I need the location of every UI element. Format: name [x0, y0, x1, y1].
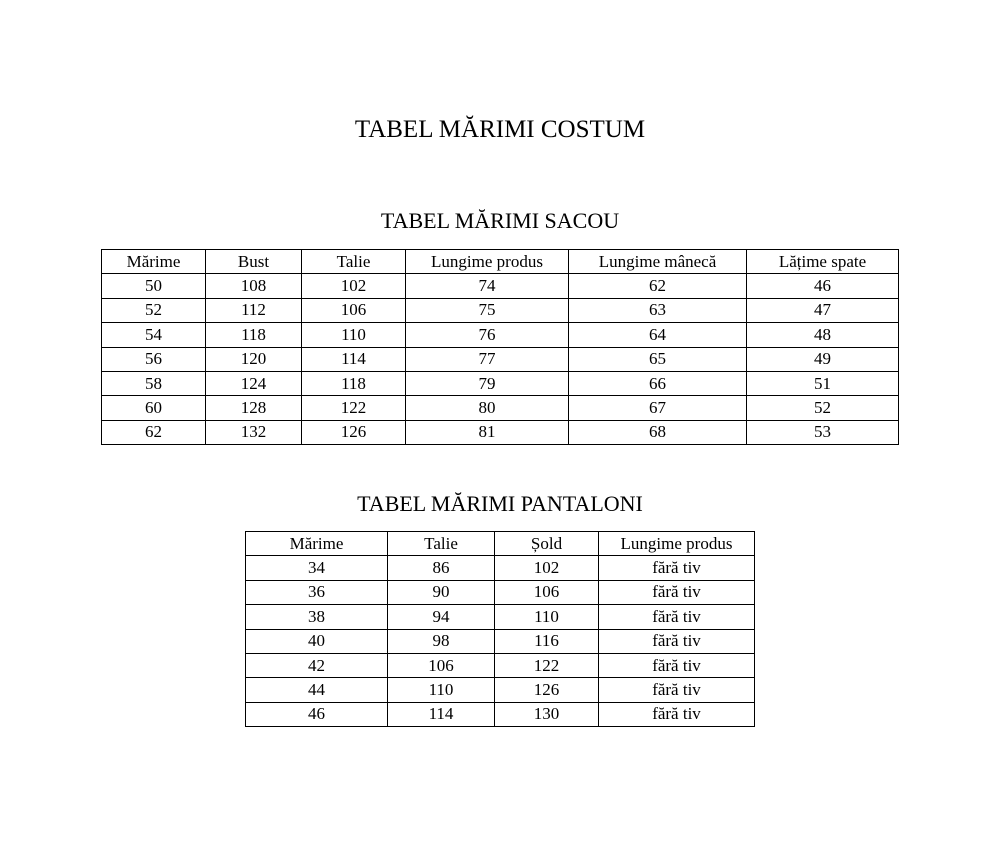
table-row	[246, 653, 755, 677]
table-row	[102, 323, 899, 347]
table-row	[246, 580, 755, 604]
table-cell: 40	[246, 629, 388, 653]
table-cell: 112	[206, 298, 302, 322]
table-cell: 50	[102, 274, 206, 298]
table-cell: 110	[388, 678, 495, 702]
table-cell: 34	[246, 556, 388, 580]
table-cell: 58	[102, 371, 206, 395]
table-cell: 114	[302, 347, 406, 371]
table-cell: 114	[388, 702, 495, 726]
page-title: TABEL MĂRIMI COSTUM	[354, 116, 646, 143]
table-cell: 120	[206, 347, 302, 371]
table-cell: 118	[206, 323, 302, 347]
table-cell: 98	[388, 629, 495, 653]
table-cell: 126	[495, 678, 599, 702]
table-cell: 48	[747, 323, 899, 347]
table-cell: 62	[569, 274, 747, 298]
table-cell: fără tiv	[599, 702, 755, 726]
table-row	[246, 629, 755, 653]
column-header: Lungime produs	[406, 250, 569, 274]
column-header: Mărime	[246, 532, 388, 556]
table-row	[102, 298, 899, 322]
table-cell: 76	[406, 323, 569, 347]
column-header: Lungime produs	[599, 532, 755, 556]
table-cell: 46	[747, 274, 899, 298]
table-cell: 66	[569, 371, 747, 395]
column-header: Talie	[388, 532, 495, 556]
table-cell: 116	[495, 629, 599, 653]
table-cell: 122	[495, 653, 599, 677]
table-cell: fără tiv	[599, 678, 755, 702]
table-row	[246, 678, 755, 702]
table-row	[246, 556, 755, 580]
table-cell: 102	[302, 274, 406, 298]
table-cell: 90	[388, 580, 495, 604]
table-cell: 75	[406, 298, 569, 322]
table-cell: 51	[747, 371, 899, 395]
table-cell: 108	[206, 274, 302, 298]
table-cell: 74	[406, 274, 569, 298]
sacou-table-title: TABEL MĂRIMI SACOU	[380, 208, 620, 233]
table-cell: 124	[206, 371, 302, 395]
column-header: Lățime spate	[747, 250, 899, 274]
table-cell: fără tiv	[599, 629, 755, 653]
table-cell: 47	[747, 298, 899, 322]
sacou-size-table	[101, 249, 899, 445]
table-cell: 128	[206, 396, 302, 420]
table-cell: fără tiv	[599, 556, 755, 580]
table-cell: 65	[569, 347, 747, 371]
column-header: Mărime	[102, 250, 206, 274]
table-cell: 67	[569, 396, 747, 420]
table-cell: 38	[246, 605, 388, 629]
table-cell: 54	[102, 323, 206, 347]
table-cell: 130	[495, 702, 599, 726]
table-cell: 110	[495, 605, 599, 629]
column-header: Bust	[206, 250, 302, 274]
table-cell: 102	[495, 556, 599, 580]
table-cell: 122	[302, 396, 406, 420]
table-row	[246, 605, 755, 629]
table-cell: 118	[302, 371, 406, 395]
table-cell: 68	[569, 420, 747, 444]
table-cell: 81	[406, 420, 569, 444]
table-cell: 126	[302, 420, 406, 444]
column-header: Lungime mânecă	[569, 250, 747, 274]
table-row	[102, 396, 899, 420]
table-cell: fără tiv	[599, 653, 755, 677]
table-cell: 77	[406, 347, 569, 371]
table-cell: 52	[747, 396, 899, 420]
table-row	[102, 274, 899, 298]
table-row	[102, 371, 899, 395]
table-cell: 52	[102, 298, 206, 322]
table-cell: 106	[302, 298, 406, 322]
table-cell: 60	[102, 396, 206, 420]
table-cell: 86	[388, 556, 495, 580]
table-cell: 46	[246, 702, 388, 726]
table-row	[102, 347, 899, 371]
table-cell: 80	[406, 396, 569, 420]
table-cell: 42	[246, 653, 388, 677]
table-header-row	[102, 250, 899, 274]
table-row	[102, 420, 899, 444]
pantaloni-table-title: TABEL MĂRIMI PANTALONI	[357, 491, 643, 516]
table-cell: 79	[406, 371, 569, 395]
table-cell: 56	[102, 347, 206, 371]
table-cell: 94	[388, 605, 495, 629]
table-cell: 64	[569, 323, 747, 347]
table-cell: 36	[246, 580, 388, 604]
table-cell: 106	[388, 653, 495, 677]
table-cell: 63	[569, 298, 747, 322]
table-cell: fără tiv	[599, 580, 755, 604]
table-cell: 110	[302, 323, 406, 347]
table-cell: fără tiv	[599, 605, 755, 629]
table-cell: 62	[102, 420, 206, 444]
table-cell: 132	[206, 420, 302, 444]
column-header: Șold	[495, 532, 599, 556]
table-cell: 49	[747, 347, 899, 371]
table-header-row	[246, 532, 755, 556]
table-row	[246, 702, 755, 726]
table-cell: 53	[747, 420, 899, 444]
column-header: Talie	[302, 250, 406, 274]
pantaloni-size-table	[245, 531, 755, 727]
table-cell: 106	[495, 580, 599, 604]
table-cell: 44	[246, 678, 388, 702]
